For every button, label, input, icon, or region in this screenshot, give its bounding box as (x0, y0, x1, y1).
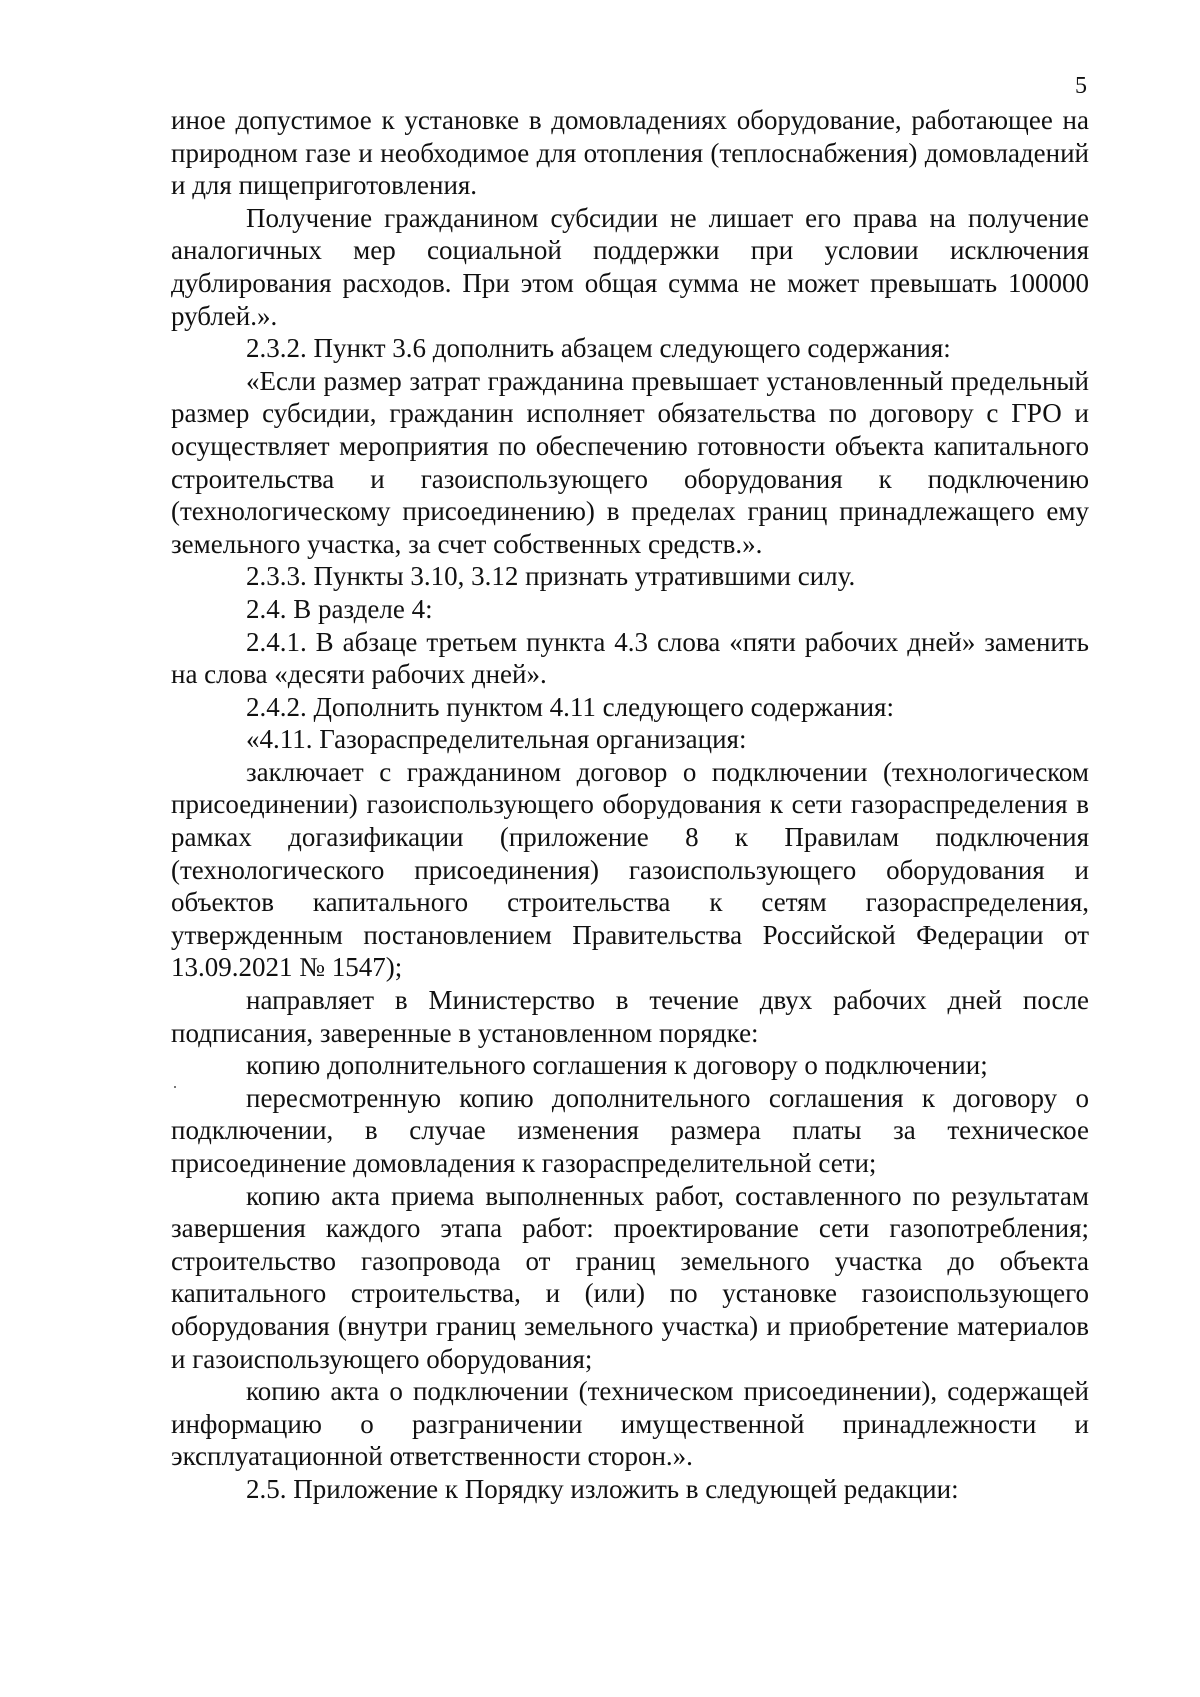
document-body (171, 104, 1089, 1506)
paragraph-5: 2.3.3. Пункты 3.10, 3.12 признать утратившими силу. (246, 561, 856, 592)
paragraph-13: пересмотренную копию дополнительного соглашения к договору о подключении, в случае изменения размера платы за техническое присоединение домовладения к газораспределительной сети; (171, 1082, 1089, 1178)
paragraph-3: 2.3.2. Пункт 3.6 дополнить абзацем следующего содержания: (246, 333, 951, 364)
paragraph-10: заключает с гражданином договор о подключении (технологическом присоединении) газоиспользующего оборудования к сети газораспределения в рамках догазификации (приложение 8 к Правилам подключения (технологического присоединения) газоиспользующего оборудования и объектов капитального строительства к сетям газораспределения, утвержденным постановлением Правительства Российской Федерации от 13.09.2021 № 1547); (171, 756, 1089, 983)
page-number: 5 (1075, 73, 1087, 99)
scan-dot (174, 1086, 176, 1088)
paragraph-11: направляет в Министерство в течение двух рабочих дней после подписания, заверенные в установленном порядке: (171, 985, 1089, 1048)
paragraph-14: копию акта приема выполненных работ, составленного по результатам завершения каждого этапа работ: проектирование сети газопотребления; строительство газопровода от границ земельного участка до объекта капитального строительства, и (или) по установке газоиспользующего оборудования (внутри границ земельного участка) и приобретение материалов и газоиспользующего оборудования; (171, 1180, 1089, 1374)
paragraph-1: иное допустимое к установке в домовладениях оборудование, работающее на природном газе и необходимое для отопления (теплоснабжения) домовладений и для пищеприготовления. (171, 105, 1089, 201)
paragraph-15: копию акта о подключении (техническом присоединении), содержащей информацию о разграничении имущественной принадлежности и эксплуатационной ответственности сторон.». (171, 1376, 1089, 1472)
paragraph-6: 2.4. В разделе 4: (246, 593, 433, 624)
paragraph-7: 2.4.1. В абзаце третьем пункта 4.3 слова «пяти рабочих дней» заменить на слова «десяти рабочих дней». (171, 626, 1089, 690)
paragraph-9: «4.11. Газораспределительная организация: (246, 724, 747, 755)
paragraph-8: 2.4.2. Дополнить пунктом 4.11 следующего содержания: (246, 691, 894, 722)
paragraph-2: Получение гражданином субсидии не лишает его права на получение аналогичных мер социальной поддержки при условии исключения дублирования расходов. При этом общая сумма не может превышать 100000 рублей.». (171, 202, 1089, 331)
paragraph-12: копию дополнительного соглашения к договору о подключении; (246, 1050, 988, 1081)
paragraph-4: «Если размер затрат гражданина превышает установленный предельный размер субсидии, гражданин исполняет обязательства по договору с ГРО и осуществляет мероприятия по обеспечению готовности объекта капитального строительства и газоиспользующего оборудования к подключению (технологическому присоединению) в пределах границ принадлежащего ему земельного участка, за счет собственных средств.». (171, 365, 1089, 559)
paragraph-16: 2.5. Приложение к Порядку изложить в следующей редакции: (246, 1473, 959, 1504)
